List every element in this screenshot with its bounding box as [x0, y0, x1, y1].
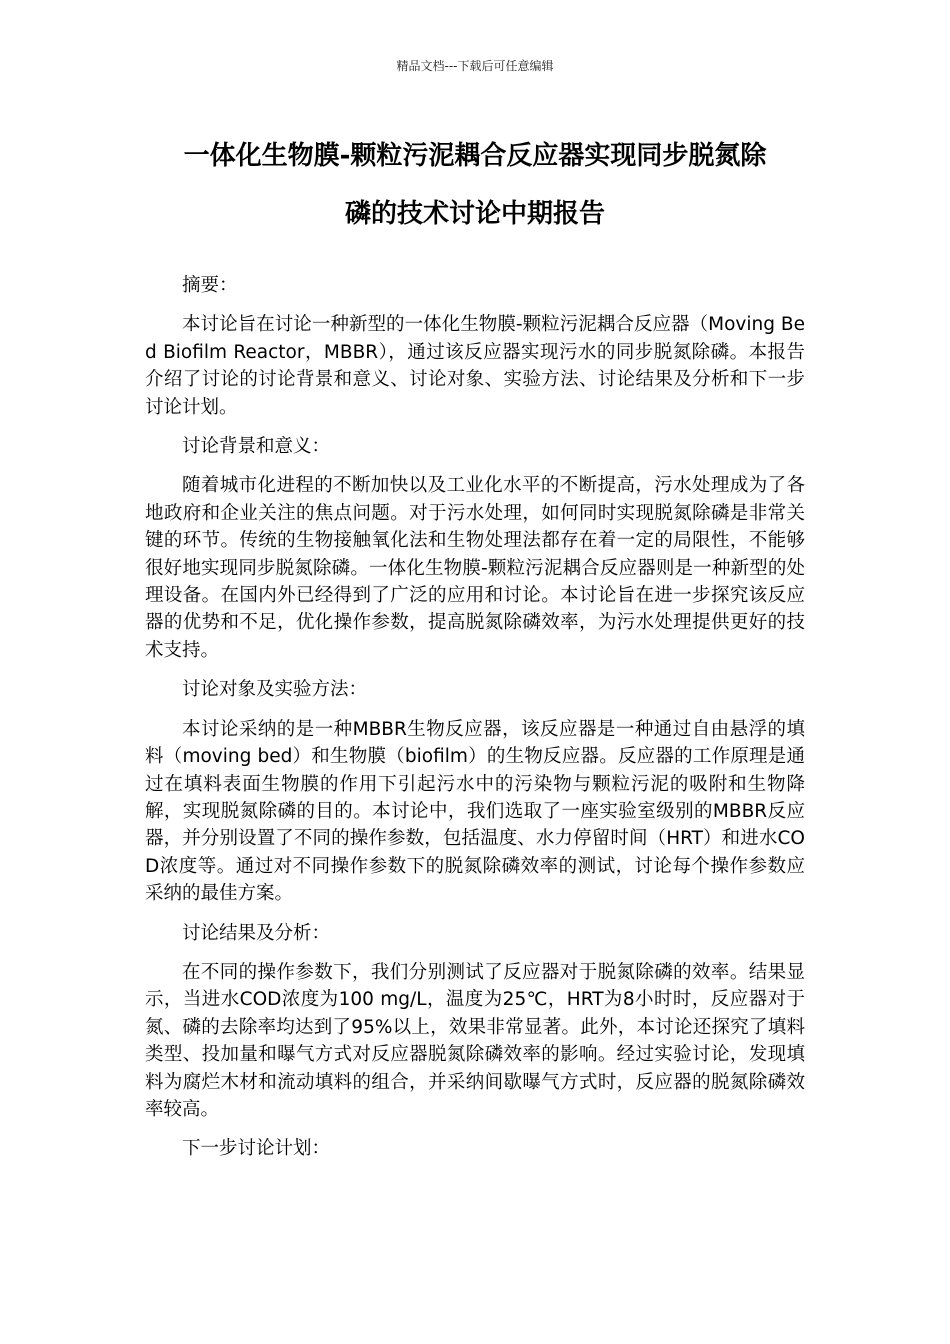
document-title-line-1: 一体化生物膜-颗粒污泥耦合反应器实现同步脱氮除 — [183, 141, 767, 171]
section-heading-abstract: 摘要： — [182, 275, 238, 296]
document-title-line-2: 磷的技术讨论中期报告 — [344, 199, 605, 229]
document-body — [145, 272, 805, 1175]
section-heading-results: 讨论结果及分析： — [182, 922, 331, 944]
section-paragraph-background: 随着城市化进程的不断加快以及工业化水平的不断提高，污水处理成为了各地政府和企业关注的焦点问题。对于污水处理，如何同时实现脱氮除磷是非常关键的环节。传统的生物接触氧化法和生物处理法都存在着一定的局限性，不能够很好地实现同步脱氮除磷。一体化生物膜-颗粒污泥耦合反应器则是一种新型的处理设备。在国内外已经得到了广泛的应用和讨论。本讨论旨在进一步探究该反应器的优势和不足，优化操作参数，提高脱氮除磷效率，为污水处理提供更好的技术支持。 — [145, 475, 805, 661]
section-heading-next-plan: 下一步讨论计划： — [182, 1138, 331, 1160]
header-note: 精品文档---下载后可任意编辑 — [396, 59, 554, 73]
section-paragraph-method: 本讨论采纳的是一种MBBR生物反应器，该反应器是一种通过自由悬浮的填料（moving bed）和生物膜（biofilm）的生物反应器。反应器的工作原理是通过在填料表面生物膜的作用下引起污水中的污染物与颗粒污泥的吸附和生物降解，实现脱氮除磷的目的。本讨论中，我们选取了一座实验室级别的MBBR反应器，并分别设置了不同的操作参数，包括温度、水力停留时间（HRT）和进水COD浓度等。通过对不同操作参数下的脱氮除磷效率的测试，讨论每个操作参数应采纳的最佳方案。 — [145, 718, 805, 905]
section-paragraph-results: 在不同的操作参数下，我们分别测试了反应器对于脱氮除磷的效率。结果显示，当进水COD浓度为100 mg/L，温度为25℃，HRT为8小时时，反应器对于氮、磷的去除率均达到了95%以上，效果非常显著。此外，本讨论还探究了填料类型、投加量和曝气方式对反应器脱氮除磷效率的影响。经过实验讨论，发现填料为腐烂木材和流动填料的组合，并采纳间歇曝气方式时，反应器的脱氮除磷效率较高。 — [145, 961, 805, 1120]
section-paragraph-abstract: 本讨论旨在讨论一种新型的一体化生物膜-颗粒污泥耦合反应器（Moving Bed Biofilm Reactor，MBBR），通过该反应器实现污水的同步脱氮除磷。本报告介绍了讨论的讨论背景和意义、讨论对象、实验方法、讨论结果及分析和下一步讨论计划。 — [145, 314, 805, 418]
section-heading-background: 讨论背景和意义： — [182, 436, 331, 458]
section-heading-method: 讨论对象及实验方法： — [182, 679, 368, 701]
